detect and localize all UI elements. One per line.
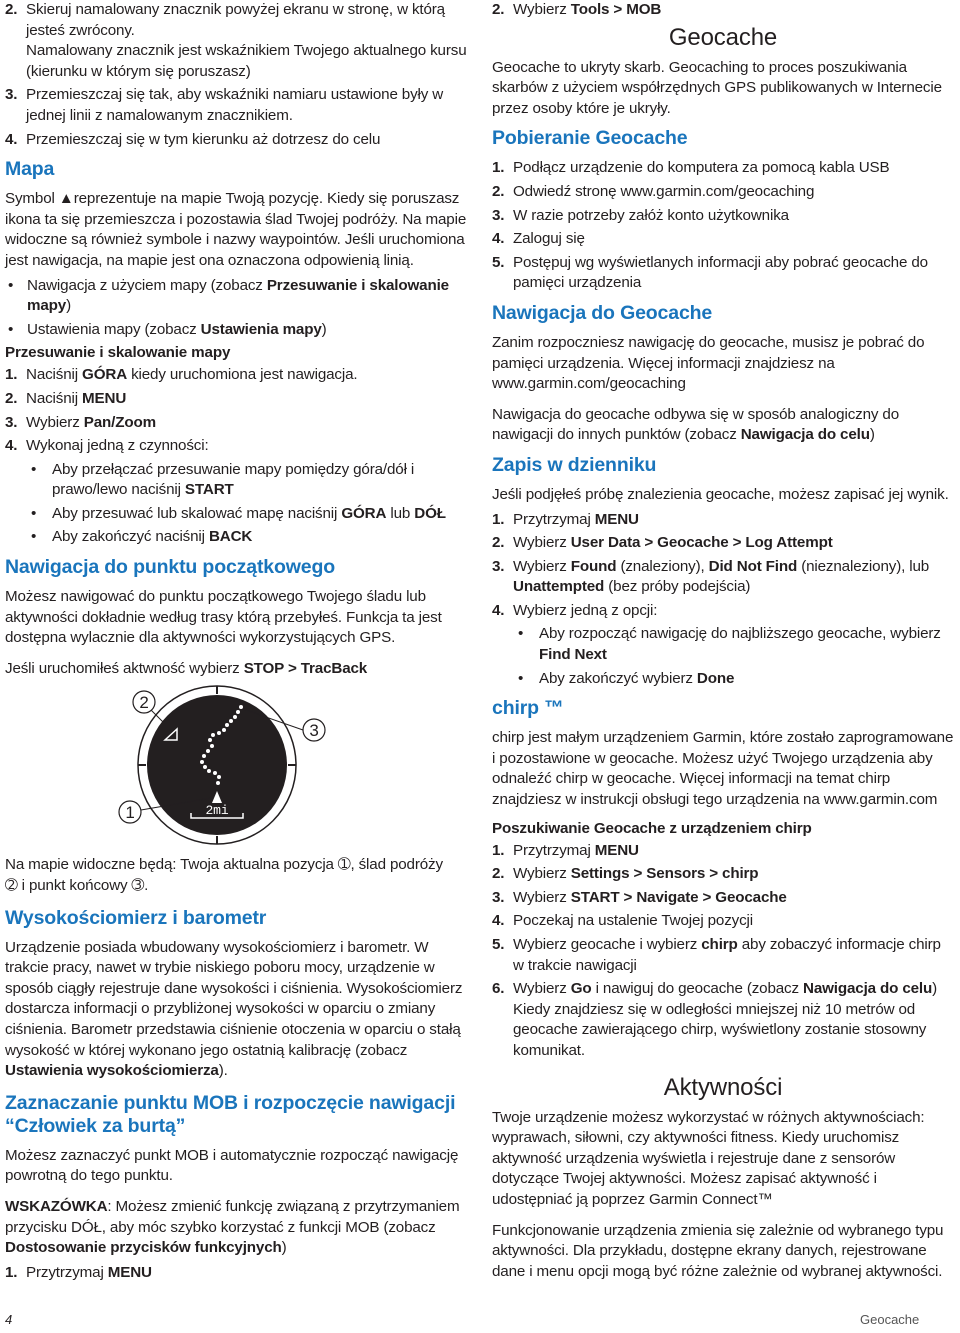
footer-section: Geocache [860, 1312, 920, 1327]
text: ) [321, 320, 327, 338]
text: Aby zakończyć naciśnij [52, 528, 209, 546]
step-3 [492, 557, 954, 598]
key-name: GÓRA [82, 366, 128, 384]
step-1 [5, 1263, 467, 1284]
step-2 [5, 389, 467, 410]
menu-path: Tools > MOB [570, 1, 662, 18]
text: Wybierz [513, 534, 571, 552]
cross-reference: Ustawienia wysokościomierza [5, 1062, 219, 1080]
paragraph [492, 405, 954, 446]
bullet: • [518, 625, 524, 643]
step-number: 1. [5, 366, 18, 384]
step-3 [5, 413, 467, 434]
key-name: MENU [107, 1263, 152, 1281]
step-number: 2. [492, 1, 505, 18]
paragraph: Symbol ▲reprezentuje na mapie Twoją pozycję. Kiedy się poruszasz ikona ta się przemieszcza i pozostawia ślad Twojej podróży. Na mapie widoczne są również symbole i nazwy waypointów. Jeśli uruchomiona jest nawigacja, na mapie jest ona oznaczona odpowienią linią. [5, 190, 467, 269]
subheading-chirp-search: Poszukiwanie Geocache z urządzeniem chirp [492, 819, 812, 837]
section-heading-altimeter: Wysokościomierz i barometr [5, 906, 267, 929]
tip-label: WSKAZÓWKA [5, 1197, 108, 1215]
section-heading-chirp: chirp ™ [492, 697, 564, 720]
step-5 [492, 253, 954, 294]
step-number: 2. [492, 534, 505, 552]
bullet: • [8, 276, 14, 294]
list-item [5, 460, 467, 501]
step-6 [492, 979, 954, 1061]
step-number: 3. [492, 557, 505, 575]
menu-path: User Data > Geocache > Log Attempt [570, 534, 833, 552]
text: Naciśnij [26, 389, 83, 407]
step-text: Namalowany znacznik jest wskaźnikiem Twojego aktualnego kursu (kierunku w którym się poruszasz) [26, 42, 467, 80]
text: Aby przełączać przesuwanie mapy pomiędzy góra/dół i prawo/lewo naciśnij [52, 460, 415, 499]
paragraph: Geocache to ukryty skarb. Geocaching to proces poszukiwania skarbów z użyciem współrzędnych GPS publikowanych w Internecie przez osoby które je ukryły. [492, 58, 942, 117]
cross-reference: Przesuwanie i skalowanie mapy [27, 276, 449, 315]
section-heading-mob [5, 1092, 467, 1138]
text: ) [281, 1239, 287, 1257]
list-item [5, 527, 467, 548]
watch-map-figure [5, 685, 467, 845]
step-4 [5, 436, 467, 457]
step-number: 4. [492, 230, 505, 248]
paragraph [5, 659, 467, 680]
step-number: 3. [492, 206, 505, 224]
menu-path: STOP > TracBack [243, 659, 368, 677]
cross-reference: Ustawienia mapy [200, 320, 322, 338]
step-number: 6. [492, 980, 505, 998]
text: Aby rozpocząć nawigację do najbliższego geocache, wybierz [539, 625, 941, 643]
section-heading-mapa: Mapa [5, 158, 55, 181]
text: Postępuj wg wyświetlanych informacji aby pobrać geocache do pamięci urządzenia [513, 253, 928, 292]
text: : Możesz zmienić funkcję związaną z przytrzymaniem przycisku DÓŁ, aby móc szybko korzystać z funkcji MOB (zobacz [5, 1197, 460, 1236]
text: kiedy uruchomiona jest nawigacja. [127, 366, 358, 384]
step-text: Przemieszczaj się w tym kierunku aż dotrzesz do celu [26, 130, 381, 148]
text: Przytrzymaj [513, 841, 595, 859]
tip-paragraph [5, 1197, 467, 1259]
step-2 [492, 533, 954, 554]
text: Zaloguj się [513, 230, 585, 248]
step-number: 2. [492, 182, 505, 200]
text: aby zobaczyć informacje chirp w trakcie nawigacji [513, 936, 941, 974]
option-name: Done [696, 669, 735, 687]
chapter-title-geocache: Geocache [668, 23, 778, 51]
text: Aby zakończyć wybierz [539, 669, 697, 687]
text: Aby przesuwać lub skalować mapę naciśnij [52, 504, 342, 522]
text: Wybierz [513, 557, 571, 575]
step-number: 2. [5, 1, 18, 18]
step-number: 4. [5, 437, 18, 455]
left-column [5, 0, 467, 1286]
step-4 [492, 601, 954, 622]
step-3 [492, 888, 954, 909]
key-name: MENU [594, 841, 639, 859]
step-number: 3. [5, 86, 18, 104]
step-4 [492, 911, 954, 932]
key-name: MENU [82, 389, 127, 407]
figure-caption [5, 855, 467, 896]
step-number: 1. [492, 841, 505, 859]
section-heading-navigate: Nawigacja do Geocache [492, 301, 713, 324]
step-3 [5, 85, 467, 126]
step-number: 3. [492, 888, 505, 906]
paragraph: Funkcjonowanie urządzenia zmienia się zależnie od wybranego typu aktywności. Dla przykładu, dostępne ekrany danych, rejestrowane dane i menu opcji mogą być różne zależnie od wybranej aktywności. [492, 1221, 944, 1280]
text: (nieznaleziony), lub [797, 557, 930, 575]
chapter-title-activities: Aktywności [663, 1073, 783, 1101]
key-name: MENU [594, 510, 639, 528]
text: ) [66, 297, 71, 315]
text: Naciśnij [26, 366, 83, 384]
section-heading-log: Zapis w dzienniku [492, 453, 657, 476]
key-name: DÓŁ [414, 504, 446, 522]
page-number: 4 [5, 1312, 13, 1327]
subheading-pan-zoom: Przesuwanie i skalowanie mapy [5, 344, 231, 362]
text: (bez próby podejścia) [604, 578, 751, 596]
text: Przytrzymaj [513, 510, 595, 528]
option-name: chirp [701, 936, 738, 953]
paragraph: Możesz nawigować do punktu początkowego Twojego śladu lub aktywności dokładnie według trasy którą przebyłeś. Funkcja ta jest dostępna wylacznie dla aktywności wykorzystujących GPS. [5, 588, 442, 647]
text: Wybierz [26, 413, 84, 431]
cross-reference: Nawigacja do celu [803, 980, 933, 998]
paragraph [5, 938, 467, 1082]
option-name: Find Next [539, 646, 607, 664]
section-heading-tracback: Nawigacja do punktu początkowego [5, 556, 335, 579]
menu-path: Settings > Sensors > chirp [570, 865, 759, 883]
paragraph: Twoje urządzenie możesz wykorzystać w różnych aktywnościach: wyprawach, siłowni, czy aktywności fitness. Kiedy uruchomisz aktywność urządzenia wyświetla i rejestruje dane z sensorów dotyczące Twojej aktywności. Możesz zapisać aktywność i udostępniać ją poprzez Garmin Connect™ [492, 1108, 925, 1208]
callout-1: 1 [125, 803, 135, 823]
step-4 [5, 130, 467, 151]
text: Wybierz [513, 1, 571, 18]
callout-2: 2 [139, 693, 149, 713]
menu-name: Pan/Zoom [83, 413, 156, 431]
text: Wykonaj jedną z czynności: [26, 437, 209, 455]
section-heading-download: Pobieranie Geocache [492, 127, 688, 150]
paragraph: Możesz zaznaczyć punkt MOB i automatycznie rozpocząć nawigację powrotną do tego punktu. [5, 1146, 459, 1185]
key-name: BACK [208, 528, 253, 546]
step-number: 2. [5, 389, 18, 407]
paragraph: Zanim rozpoczniesz nawigację do geocache, musisz je pobrać do pamięci urządzenia. Więcej informacji znajdziesz na www.garmin.com/geocaching [492, 333, 925, 393]
list-item [492, 624, 954, 665]
step-4 [492, 229, 954, 250]
option-name: Go [570, 980, 592, 998]
step-text: Przemieszczaj się tak, aby wskaźniki namiaru ustawione były w jednej linii z namalowanym znacznikiem. [26, 86, 444, 124]
text: ) Kiedy znajdziesz się w odległości mniejszej niż 10 metrów od geocache zawierającego chirp, wyświetlony zostanie stosowny komunikat. [513, 980, 938, 1059]
text: Podłącz urządzenie do komputera za pomocą kabla USB [513, 159, 890, 177]
bullet: • [31, 504, 37, 522]
map-scale-label: 2mi [205, 803, 229, 819]
text: Na mapie widoczne będą: Twoja aktualna pozycja ➀, ślad podróży [5, 856, 443, 874]
heading-line: Zaznaczanie punktu MOB i rozpoczęcie nawigacji [5, 1091, 456, 1114]
step-1 [492, 510, 954, 531]
paragraph: Jeśli podjęłeś próbę znalezienia geocache, możesz zapisać jej wynik. [492, 485, 949, 503]
paragraph: chirp jest małym urządzeniem Garmin, które zostało zaprogramowane i pozostawione w geocache. Możesz użyć Twojego urządzenia aby odnaleźć chirp w geocache. Więcej informacji na temat chirp znajdziesz w instrukcji obsługi tego urządzenia na www.garmin.com [492, 729, 954, 809]
option-name: Found [570, 557, 617, 575]
watch-map-illustration [5, 685, 467, 845]
step-number: 3. [5, 413, 18, 431]
step-5 [492, 935, 954, 976]
key-name: GÓRA [341, 504, 387, 522]
step-number: 4. [492, 912, 505, 930]
step-1 [492, 841, 954, 862]
bullet: • [8, 320, 14, 338]
bullet: • [31, 528, 37, 546]
key-name: START [184, 481, 234, 499]
option-name: Did Not Find [708, 557, 798, 575]
cross-reference: Nawigacja do celu [740, 426, 870, 444]
step-number: 4. [5, 130, 18, 148]
text: Wybierz [513, 888, 571, 906]
step-number: 1. [492, 159, 505, 177]
text: Wybierz [513, 865, 571, 883]
step-number: 4. [492, 601, 505, 619]
text: Ustawienia mapy (zobacz [27, 320, 201, 338]
text: ➁ i punkt końcowy ➂. [5, 877, 149, 895]
callout-3: 3 [309, 721, 319, 741]
heading-line: “Człowiek za burtą” [5, 1114, 186, 1137]
text: Przytrzymaj [26, 1263, 108, 1281]
option-name: Unattempted [513, 578, 605, 596]
step-text: Skieruj namalowany znacznik powyżej ekranu w stronę, w którą jesteś zwrócony. [26, 1, 445, 39]
text: lub [386, 504, 415, 522]
text: Odwiedź stronę www.garmin.com/geocaching [513, 182, 815, 200]
cross-reference: Dostosowanie przycisków funkcyjnych [5, 1239, 282, 1257]
text: ). [218, 1062, 228, 1080]
text: Wybierz geocache i wybierz [513, 936, 702, 953]
list-item [5, 276, 467, 317]
step-1 [5, 365, 467, 386]
step-number: 1. [5, 1263, 18, 1281]
menu-path: START > Navigate > Geocache [570, 888, 787, 906]
step-3 [492, 206, 954, 227]
text: Nawigacja z użyciem mapy (zobacz [27, 276, 267, 294]
list-item [5, 320, 467, 341]
list-item [492, 669, 954, 690]
text: Urządzenie posiada wbudowany wysokościomierz i barometr. W trakcie pracy, nawet w trybie niskiego poboru mocy, urządzenie w sposób ciągły rejestruje dane wysokości i ciśnienia. Wysokościomierz dostarcza informacji o przybliżonej wysokości w oparciu o zmiany ciśnienia. Barometr przedstawia ciśnienie otoczenia w oparciu o stałą wysokość w której wykonano jego ostatnią kalibrację (zobacz [5, 938, 463, 1059]
step-number: 5. [492, 936, 505, 953]
bullet: • [518, 669, 524, 687]
step-2 [5, 0, 467, 82]
right-column [492, 0, 954, 1286]
text: Wybierz [513, 980, 571, 998]
text: Nawigacja do geocache odbywa się w sposób analogiczny do nawigacji do innych punktów (zobacz [492, 405, 899, 444]
text: ) [869, 426, 875, 444]
list-item [5, 504, 467, 525]
text: (znaleziony), [616, 557, 709, 575]
step-1 [492, 158, 954, 179]
step-2 [492, 864, 954, 885]
step-2 [492, 0, 954, 21]
step-number: 5. [492, 253, 505, 271]
step-number: 1. [492, 510, 505, 528]
text: W razie potrzeby załóż konto użytkownika [513, 206, 789, 224]
step-2 [492, 182, 954, 203]
bullet: • [31, 460, 37, 478]
text: Poczekaj na ustalenie Twojej pozycji [513, 912, 753, 930]
step-number: 2. [492, 865, 505, 883]
text: Wybierz jedną z opcji: [513, 601, 658, 619]
text: Jeśli uruchomiłeś aktwność wybierz [5, 659, 244, 677]
text: i nawiguj do geocache (zobacz [591, 980, 804, 998]
